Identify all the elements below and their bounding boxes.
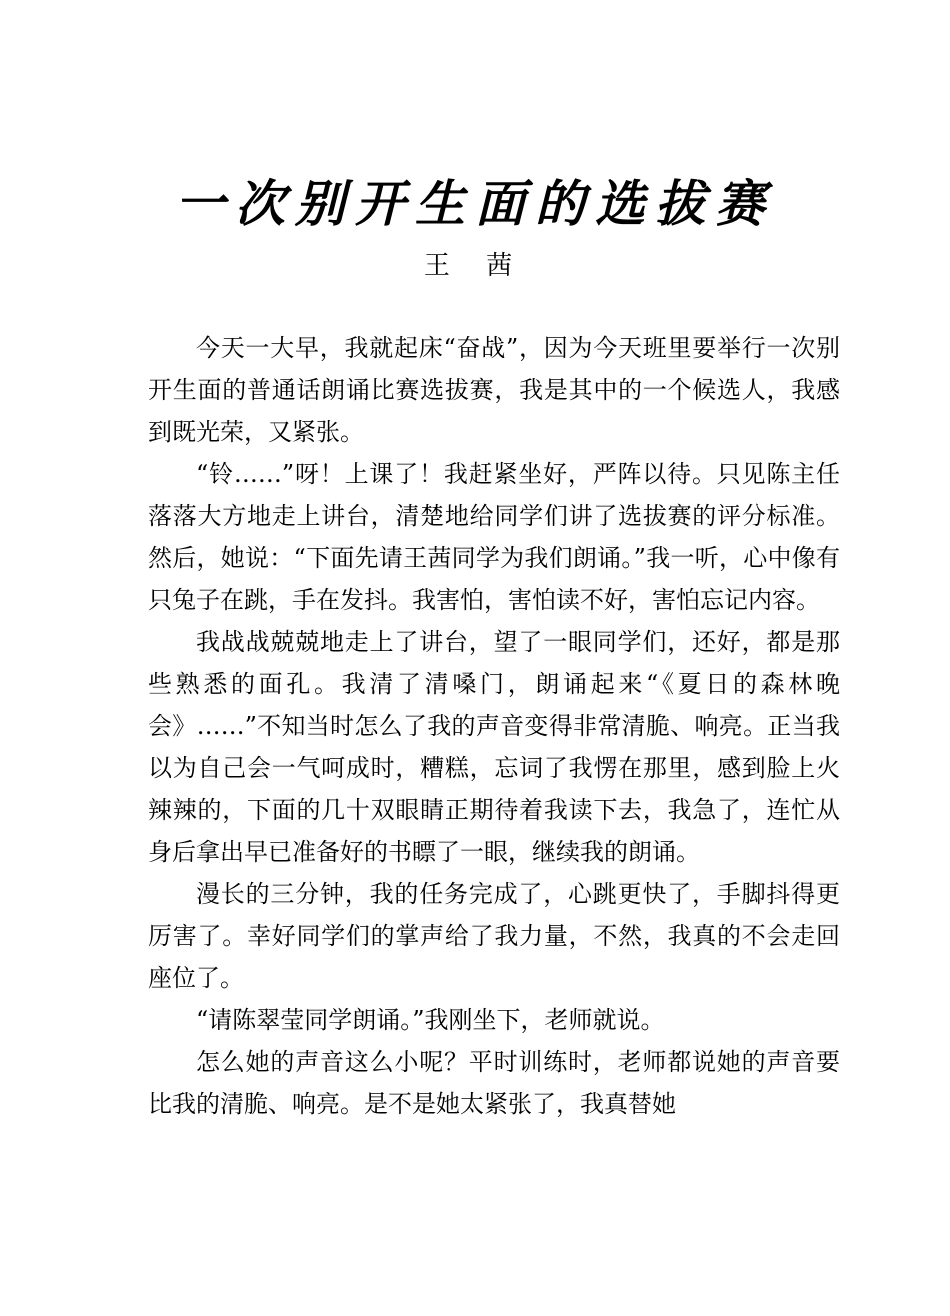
paragraph: 怎么她的声音这么小呢？平时训练时，老师都说她的声音要比我的清脆、响亮。是不是她太紧张了，我真替她 bbox=[148, 1048, 840, 1118]
paragraph: 漫长的三分钟，我的任务完成了，心跳更快了，手脚抖得更厉害了。幸好同学们的掌声给了我力量，不然，我真的不会走回座位了。 bbox=[148, 880, 840, 992]
paragraph: 我战战兢兢地走上了讲台，望了一眼同学们，还好，都是那些熟悉的面孔。我清了清嗓门，朗诵起来“《夏日的森林晚会》……”不知当时怎么了我的声音变得非常清脆、响亮。正当我以为自己会一气呵成时，糟糕，忘词了我愣在那里，感到脸上火辣辣的，下面的几十双眼睛正期待着我读下去，我急了，连忙从身后拿出早已准备好的书瞟了一眼，继续我的朗诵。 bbox=[148, 628, 840, 866]
author-name: 王 茜 bbox=[423, 251, 527, 281]
paragraph: 今天一大早，我就起床“奋战”，因为今天班里要举行一次别开生面的普通话朗诵比赛选拔赛，我是其中的一个候选人，我感到既光荣，又紧张。 bbox=[148, 334, 840, 446]
body-text bbox=[148, 327, 840, 1125]
document-title: 一次别开生面的选拔赛 bbox=[175, 174, 775, 233]
paragraph: “请陈翠莹同学朗诵。”我刚坐下，老师就说。 bbox=[196, 1006, 665, 1034]
paragraph: “铃……”呀！上课了！我赶紧坐好，严阵以待。只见陈主任落落大方地走上讲台，清楚地给同学们讲了选拔赛的评分标准。然后，她说：“下面先请王茜同学为我们朗诵。”我一听，心中像有只兔子在跳，手在发抖。我害怕，害怕读不好，害怕忘记内容。 bbox=[148, 460, 840, 614]
